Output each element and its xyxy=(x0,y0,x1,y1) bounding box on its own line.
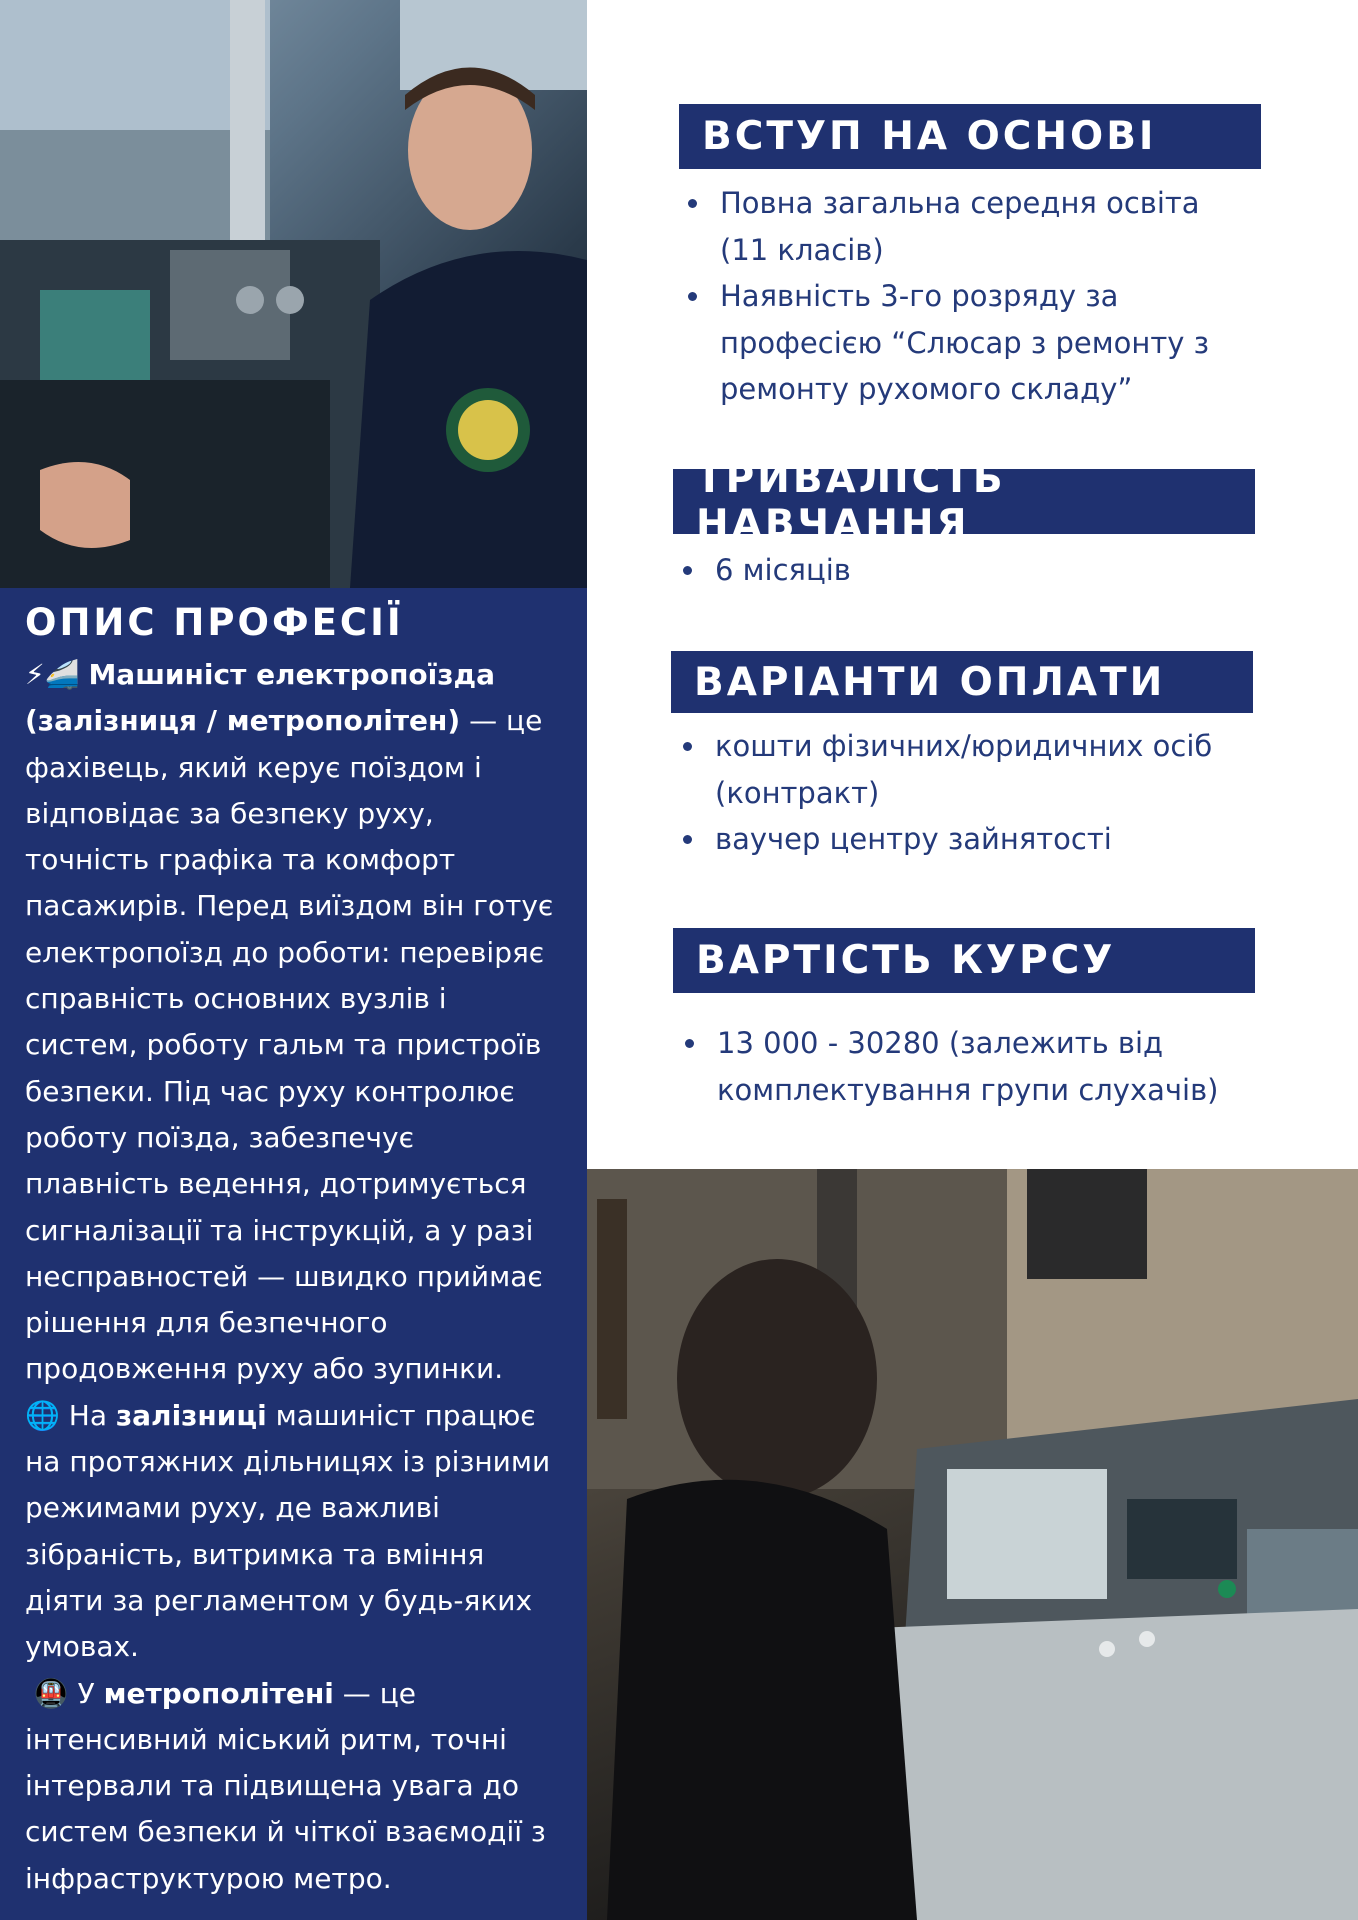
list-item: 13 000 - 30280 (залежить від комплектування групи слухачів) xyxy=(681,1020,1241,1113)
photo-train-driver-cab xyxy=(0,0,587,588)
photo-train-driver-cab-illustration xyxy=(0,0,587,588)
duration-heading: ТРИВАЛІСТЬ НАВЧАННЯ xyxy=(673,469,1255,534)
list-item: кошти фізичних/юридичних осіб (контракт) xyxy=(679,723,1239,816)
list-item: Повна загальна середня освіта (11 класів) xyxy=(684,180,1244,273)
payment-heading: ВАРІАНТИ ОПЛАТИ xyxy=(671,651,1253,713)
photo-metro-driver-console xyxy=(587,1169,1358,1920)
description-intro xyxy=(25,652,565,1393)
description-metro-bold: метрополітені xyxy=(103,1676,334,1710)
cost-heading: ВАРТІСТЬ КУРСУ xyxy=(673,928,1255,993)
admission-heading: ВСТУП НА ОСНОВІ xyxy=(679,104,1261,169)
description-metro xyxy=(25,1671,565,1902)
description-railway-bold: залізниці xyxy=(115,1398,267,1432)
description-railway-text: машиніст працює на протяжних дільницях із різними режимами руху, де важливі зібраність, витримка та вміння діяти за регламентом у будь-яких умовах. xyxy=(25,1398,551,1664)
payment-list xyxy=(679,723,1239,863)
list-item: ваучер центру зайнятості xyxy=(679,816,1239,863)
description-railway-prefix: На xyxy=(59,1398,116,1432)
description-intro-text: — це фахівець, який керує поїздом і відповідає за безпеку руху, точність графіка та комфорт пасажирів. Перед виїздом він готує електропоїзд до роботи: перевіряє справність основних вузлів і систем, роботу гальм та пристроїв безпеки. Під час руху контролює роботу поїзда, забезпечує плавність ведення, дотримується сигналізації та інструкцій, а у разі несправностей — швидко приймає рішення для безпечного продовження руху або зупинки. xyxy=(25,704,554,1386)
description-intro-bold: Машиніст електропоїзда (залізниця / метрополітен) xyxy=(25,658,496,738)
cost-list xyxy=(681,1020,1241,1113)
metro-icon: 🚇 xyxy=(33,1676,69,1710)
lightning-train-icon: ⚡🚄 xyxy=(25,658,80,691)
description-metro-text: — це інтенсивний міський ритм, точні інтервали та підвищена увага до систем безпеки й чіткої взаємодії з інфраструктурою метро. xyxy=(25,1676,546,1895)
globe-icon: 🌐 xyxy=(25,1398,60,1432)
duration-list xyxy=(679,547,1239,594)
description-title: ОПИС ПРОФЕСІЇ xyxy=(25,601,404,644)
admission-list xyxy=(684,180,1244,413)
list-item: 6 місяців xyxy=(679,547,1239,594)
description-metro-prefix: У xyxy=(68,1676,104,1710)
description-railway xyxy=(25,1393,565,1671)
list-item: Наявність 3-го розряду за професією “Слюсар з ремонту з ремонту рухомого складу” xyxy=(684,273,1244,413)
profession-description xyxy=(25,600,565,1902)
photo-metro-driver-console-illustration xyxy=(587,1169,1358,1920)
